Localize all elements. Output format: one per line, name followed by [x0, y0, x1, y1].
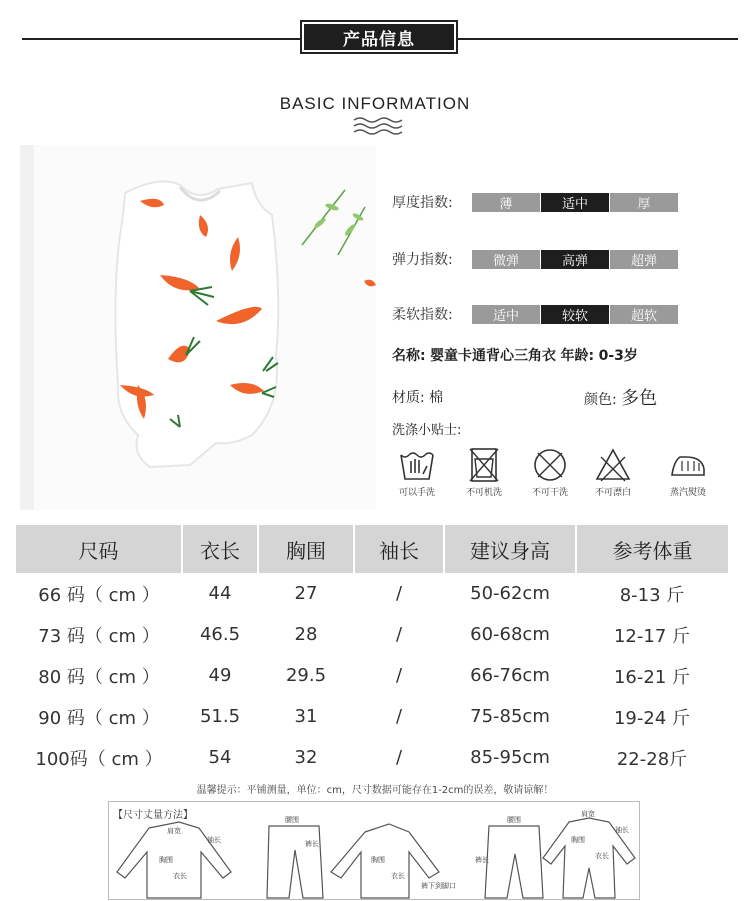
length-cell: 54 [208, 747, 232, 768]
product-photo [20, 145, 376, 510]
header-length: 衣长 [182, 525, 258, 573]
diagram-label: 胸围 [371, 856, 385, 864]
chest-cell: 27 [294, 583, 318, 604]
product-material-line [392, 387, 443, 407]
size-cell: 80 码（ cm ） [38, 666, 160, 688]
thickness-index-label: 厚度指数: [392, 195, 453, 211]
product-color-value: 多色 [621, 388, 658, 409]
diagram-label: 肩宽 [167, 827, 181, 835]
length-cell: 49 [208, 665, 232, 686]
section-title: 产品信息 [304, 24, 454, 50]
diagram-label: 胸围 [571, 836, 585, 844]
chest-cell: 32 [294, 747, 318, 768]
sleeve-cell: / [395, 706, 403, 727]
table-row [16, 573, 728, 614]
product-material-label: 材质: [392, 390, 425, 406]
size-cell: 66 码（ cm ） [38, 584, 160, 606]
chest-cell: 31 [294, 706, 318, 727]
sleeve-cell: / [395, 747, 403, 768]
size-table-header-row [16, 525, 728, 573]
no-machine-wash-label: 不可机洗 [465, 488, 502, 498]
length-cell: 44 [208, 583, 232, 604]
table-row [16, 655, 728, 696]
size-table [16, 525, 728, 778]
care-tips-title: 洗涤小贴士: [392, 423, 462, 438]
weight-cell: 19-24 斤 [613, 707, 691, 729]
height-cell: 75-85cm [470, 706, 550, 727]
length-cell: 51.5 [199, 706, 241, 727]
height-cell: 60-68cm [470, 624, 550, 645]
no-bleach-icon [593, 447, 633, 483]
diagram-label: 裤长 [475, 856, 489, 864]
steam-iron-label: 蒸汽熨烫 [669, 488, 706, 498]
softness-index-scale [472, 305, 678, 324]
softness-index-row [392, 304, 678, 324]
elasticity-option-super: 超弹 [609, 250, 678, 269]
softness-option-medium: 适中 [472, 305, 540, 324]
care-item-no-dry-clean [524, 447, 576, 498]
measurement-note: 温馨提示：平铺测量，单位：cm，尺寸数据可能存在1-2cm的误差，敬请谅解！ [196, 785, 554, 796]
elasticity-index-label: 弹力指数: [392, 252, 453, 268]
height-cell: 85-95cm [470, 747, 550, 768]
size-cell: 100码（ cm ） [35, 748, 163, 770]
wave-decoration-icon [352, 116, 408, 136]
product-age-value: 0-3岁 [598, 348, 638, 364]
diagram-label: 裤长 [305, 840, 319, 848]
care-item-no-machine-wash [458, 447, 510, 498]
chest-cell: 29.5 [285, 665, 327, 686]
measurement-diagram-title: 【尺寸丈量方法】 [113, 810, 193, 821]
header-divider-left [22, 38, 302, 40]
hand-wash-label: 可以手洗 [398, 488, 435, 498]
no-bleach-label: 不可漂白 [594, 488, 631, 498]
weight-cell: 8-13 斤 [619, 584, 685, 606]
header-chest: 胸围 [258, 525, 354, 573]
diagram-label: 衣长 [595, 852, 609, 860]
steam-iron-icon [668, 447, 708, 483]
table-row [16, 614, 728, 655]
height-cell: 50-62cm [470, 583, 550, 604]
no-dry-clean-icon [530, 447, 570, 483]
sleeve-cell: / [395, 624, 403, 645]
header-size: 尺码 [16, 525, 182, 573]
clothing-sketch-icon [109, 802, 641, 901]
elasticity-option-high: 高弹 [540, 250, 609, 269]
table-row [16, 737, 728, 778]
sleeve-cell: / [395, 665, 403, 686]
weight-cell: 22-28斤 [616, 748, 688, 770]
diagram-label: 袖长 [207, 836, 221, 844]
product-name-value: 婴童卡通背心三角衣 [430, 348, 557, 364]
no-dry-clean-label: 不可干洗 [531, 488, 568, 498]
header-height: 建议身高 [444, 525, 576, 573]
thickness-option-medium: 适中 [540, 193, 609, 212]
height-cell: 66-76cm [470, 665, 550, 686]
softness-option-super-soft: 超软 [609, 305, 678, 324]
section-title-badge [300, 20, 458, 54]
chest-cell: 28 [294, 624, 318, 645]
hand-wash-icon [397, 447, 437, 483]
diagram-label: 胸围 [159, 856, 173, 864]
section-subtitle: BASIC INFORMATION [279, 94, 471, 113]
diagram-label: 袖长 [615, 826, 629, 834]
diagram-label: 衣长 [173, 872, 187, 880]
care-item-steam-iron [662, 447, 714, 498]
weight-cell: 12-17 斤 [613, 625, 691, 647]
care-item-no-bleach [587, 447, 639, 498]
elasticity-option-slight: 微弹 [472, 250, 540, 269]
thickness-option-thin: 薄 [472, 193, 540, 212]
size-cell: 73 码（ cm ） [38, 625, 160, 647]
thickness-option-thick: 厚 [609, 193, 678, 212]
weight-cell: 16-21 斤 [613, 666, 691, 688]
elasticity-index-scale [472, 250, 678, 269]
product-name-label: 名称: [392, 348, 426, 364]
product-name-line [392, 345, 638, 365]
product-color-label: 颜色: [584, 392, 617, 408]
size-cell: 90 码（ cm ） [38, 707, 160, 729]
product-color-line [584, 384, 657, 410]
elasticity-index-row [392, 249, 678, 269]
sleeve-cell: / [395, 583, 403, 604]
header-sleeve: 袖长 [354, 525, 444, 573]
diagram-label: 衣长 [391, 872, 405, 880]
product-age-label: 年龄: [560, 348, 595, 364]
no-machine-wash-icon [464, 447, 504, 483]
thickness-index-row [392, 192, 678, 212]
header-weight: 参考体重 [576, 525, 728, 573]
diagram-label: 肩宽 [581, 810, 595, 818]
thickness-index-scale [472, 193, 678, 212]
diagram-label: 裤下到脚口 [421, 882, 456, 890]
care-item-hand-wash [391, 447, 443, 498]
measurement-diagram [108, 801, 640, 900]
table-row [16, 696, 728, 737]
header-divider-right [456, 38, 738, 40]
diagram-label: 腰围 [285, 816, 299, 824]
length-cell: 46.5 [199, 624, 241, 645]
diagram-label: 腰围 [507, 816, 521, 824]
product-material-value: 棉 [429, 390, 444, 406]
softness-index-label: 柔软指数: [392, 307, 453, 323]
softness-option-soft: 较软 [540, 305, 609, 324]
